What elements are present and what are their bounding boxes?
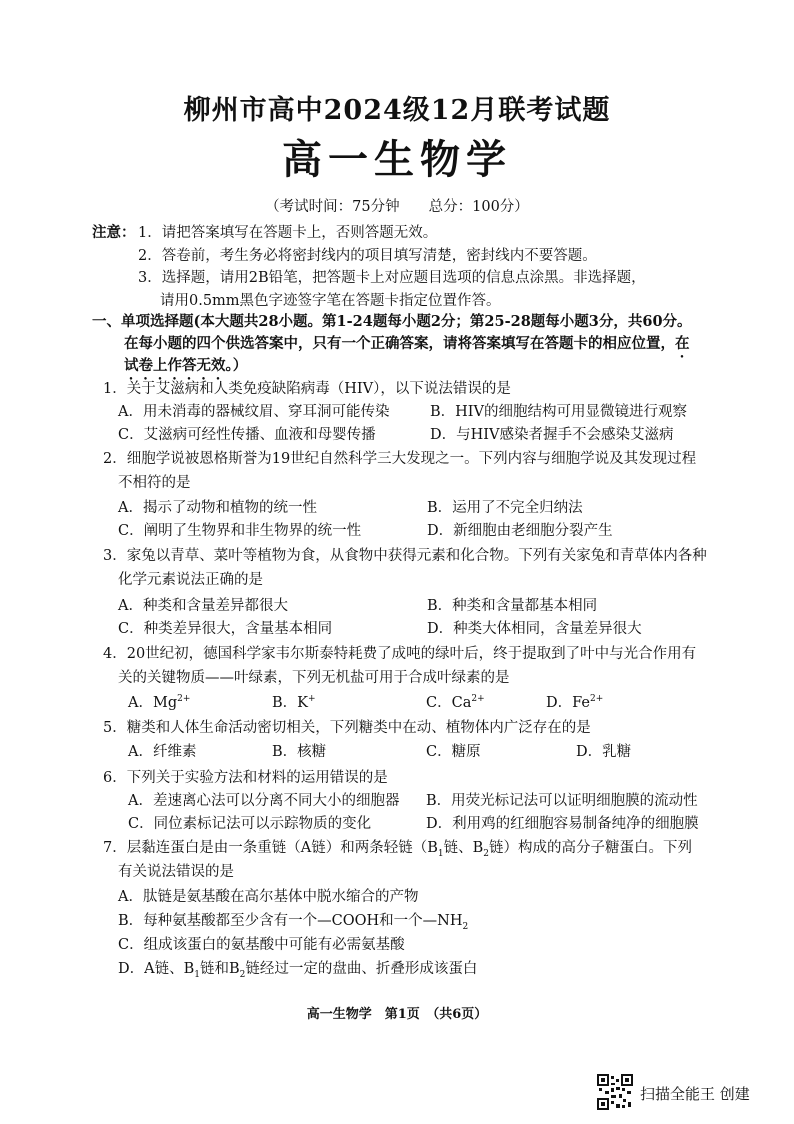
- q3-option-a: A．种类和含量差异都很大: [118, 598, 288, 614]
- q6-stem: 6．下列关于实验方法和材料的运用错误的是: [103, 770, 388, 786]
- q2-option-a: A．揭示了动物和植物的统一性: [118, 500, 317, 516]
- exam-info: （考试时间：75分钟 总分：100分）: [265, 199, 529, 215]
- section-heading-line3-a: 试卷上作答无效: [124, 357, 226, 374]
- q2-stem-line2: 不相符的是: [118, 475, 191, 491]
- subject-title: 高一生物学: [282, 136, 512, 183]
- q4-option-a: [128, 691, 190, 712]
- q5-option-b: B．核糖: [272, 744, 327, 760]
- q7-option-d-part1: D．A链、B: [118, 961, 195, 977]
- q2-option-d: D．新细胞由老细胞分裂产生: [427, 523, 613, 539]
- q7-stem-line2: 有关说法错误的是: [118, 864, 234, 880]
- q1-option-a: A．用未消毒的器械纹眉、穿耳洞可能传染: [118, 404, 390, 420]
- q2-option-b: B．运用了不完全归纳法: [427, 500, 583, 516]
- q5-option-a: A．纤维素: [128, 744, 197, 760]
- q5-option-d: D．乳糖: [576, 744, 632, 760]
- q6-option-b: B．用荧光标记法可以证明细胞膜的流动性: [426, 793, 698, 809]
- q1-option-b: B．HIV的细胞结构可用显微镜进行观察: [430, 404, 687, 420]
- exam-title: 柳州市高中2024级12月联考试题: [183, 95, 611, 126]
- q5-stem: 5．糖类和人体生命活动密切相关，下列糖类中在动、植物体内广泛存在的是: [103, 720, 591, 736]
- scanner-brand-text: 扫描全能王 创建: [640, 1085, 750, 1103]
- q2-stem-line1: 2．细胞学说被恩格斯誉为19世纪自然科学三大发现之一。下列内容与细胞学说及其发现过程: [103, 451, 697, 467]
- q3-stem-line2: 化学元素说法正确的是: [118, 572, 263, 588]
- q7-option-d-sub2: 2: [239, 969, 246, 980]
- q7-stem-sub1: 1: [437, 848, 444, 859]
- q7-stem-part3: 链）构成的高分子糖蛋白。下列: [488, 840, 692, 856]
- q4-option-c-text: C．Ca: [426, 695, 472, 711]
- note-item-4: 请用0.5mm黑色字迹签字笔在答题卡指定位置作答。: [160, 293, 501, 309]
- section-heading-line3-b: 。）: [225, 357, 248, 374]
- q3-option-c: C．种类差异很大，含量基本相同: [118, 621, 333, 637]
- q4-option-d-text: D．Fe: [546, 695, 590, 711]
- q5-option-c: C．糖原: [426, 744, 481, 760]
- q7-option-d-part2: 链和B: [200, 961, 240, 977]
- q4-stem-line2: 关的关键物质——叶绿素，下列无机盐可用于合成叶绿素的是: [118, 670, 510, 686]
- q6-option-c: C．同位素标记法可以示踪物质的变化: [128, 816, 372, 832]
- q1-stem: 1．关于艾滋病和人类免疫缺陷病毒（HIV），以下说法错误的是: [103, 381, 511, 397]
- section-heading-line2-b: 在: [675, 335, 690, 352]
- q7-option-d: [118, 957, 477, 980]
- q4-option-b-charge: +: [308, 694, 316, 705]
- q7-stem-part1: 7．层黏连蛋白是由一条重链（A链）和两条轻链（B: [103, 840, 438, 856]
- q6-option-a: A．差速离心法可以分离不同大小的细胞器: [128, 793, 400, 809]
- q1-option-c: C．艾滋病可经性传播、血液和母婴传播: [118, 427, 376, 443]
- q3-option-d: D．种类大体相同，含量差异很大: [427, 621, 642, 637]
- q4-stem-line1: 4．20世纪初，德国科学家韦尔斯泰特耗费了成吨的绿叶后，终于提取到了叶中与光合作用有: [103, 646, 697, 662]
- q4-option-d: [546, 691, 603, 712]
- q1-option-d: D．与HIV感染者握手不会感染艾滋病: [430, 427, 674, 443]
- q7-option-d-sub1: 1: [194, 969, 200, 980]
- q7-stem-part2: 链、B: [443, 840, 484, 856]
- q7-option-c: C．组成该蛋白的氨基酸中可能有必需氨基酸: [118, 937, 405, 953]
- q6-option-d: D．利用鸡的红细胞容易制备纯净的细胞膜: [426, 816, 699, 832]
- qr-code-icon: [597, 1074, 633, 1110]
- q4-option-d-charge: 2+: [589, 694, 604, 705]
- section-heading-line2-a: 在每小题的四个供选答案中，只有一个正确答案，请将答案填写在答题卡的相应位置，: [124, 335, 675, 352]
- q4-option-a-text: A．Mg: [128, 695, 178, 711]
- q4-option-b-text: B．K: [272, 695, 308, 711]
- q4-option-a-charge: 2+: [177, 694, 191, 705]
- q7-option-b: [118, 909, 468, 932]
- note-item-2: 2．答卷前，考生务必将密封线内的项目填写清楚，密封线内不要答题。: [138, 248, 597, 264]
- q3-option-b: B．种类和含量都基本相同: [427, 598, 598, 614]
- q4-option-b: [272, 691, 316, 712]
- notes-label: 注意：: [92, 224, 136, 241]
- page-footer: 高一生物学 第1页 （共6页）: [306, 1007, 488, 1022]
- q4-option-c-charge: 2+: [471, 694, 485, 705]
- q2-option-c: C．阐明了生物界和非生物界的统一性: [118, 523, 362, 539]
- q7-option-b-text: B．每种氨基酸都至少含有一个—COOH和一个—NH: [118, 913, 463, 929]
- note-item-3: 3．选择题，请用2B铅笔，把答题卡上对应题目选项的信息点涂黑。非选择题，: [138, 270, 646, 286]
- q7-stem-sub2: 2: [483, 848, 489, 859]
- q7-option-d-part3: 链经过一定的盘曲、折叠形成该蛋白: [245, 961, 478, 977]
- q7-option-a: A．肽链是氨基酸在高尔基体中脱水缩合的产物: [118, 889, 419, 905]
- section-heading-line1: 一、单项选择题(本大题共28小题。第1-24题每小题2分；第25-28题每小题3分，共60分。: [92, 313, 692, 330]
- note-item-1: 1．请把答案填写在答题卡上，否则答题无效。: [138, 225, 438, 241]
- q4-option-c: [426, 691, 485, 712]
- q7-stem-line1: [103, 836, 692, 859]
- q3-stem-line1: 3．家兔以青草、菜叶等植物为食，从食物中获得元素和化合物。下列有关家兔和青草体内各种: [103, 548, 707, 564]
- q7-option-b-sub: 2: [462, 921, 469, 932]
